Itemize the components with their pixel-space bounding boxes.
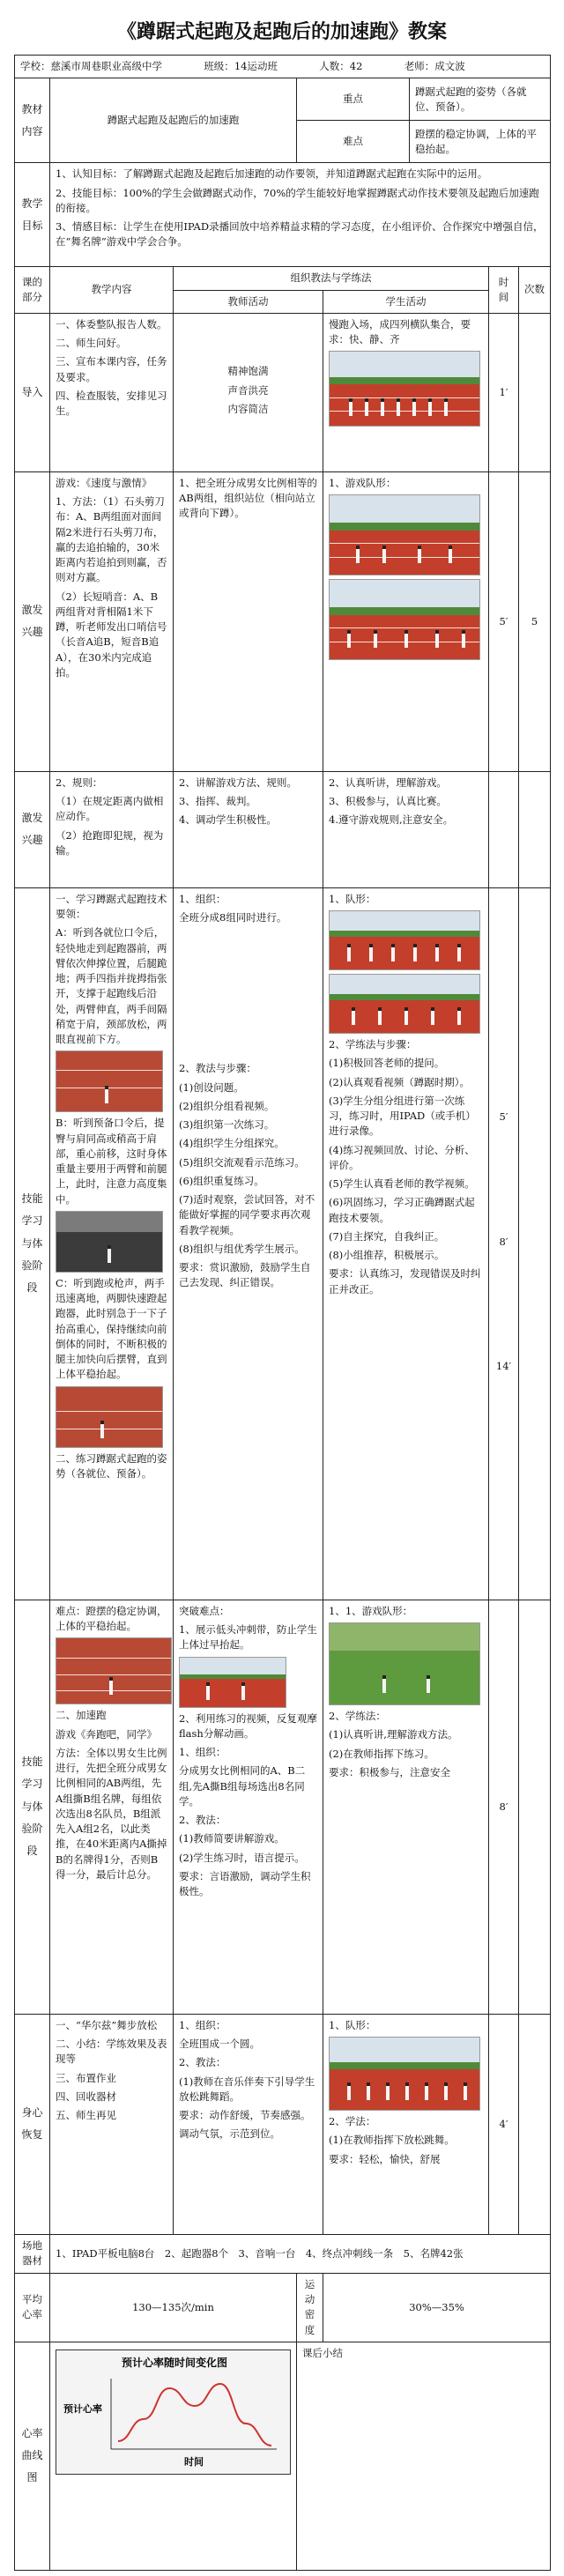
objectives-row — [15, 163, 551, 267]
section-student: 1、游戏队形： — [323, 471, 489, 771]
lesson-plan-table — [14, 55, 551, 2571]
section-student: 1、队形： 2、学练法与步骤： (1)积极回答老师的提问。 (2)认真观看视频（蹲踞时期）。 (3)学生分组分组进行第一次练习，练习时，用IPAD（或手机）进行录像。 (4)练习视频回放、讨论、分析、评价。 (5)学生认真看老师的教学视频。 (6)巩固练习，学习正确蹲踞式起跑技术要领。 (7)自主探究，自我纠正。 (8)小组推荐，积极展示。 要求：认真练习，发现错误及时纠正并改正。 — [323, 887, 489, 1600]
section-label: 技能学习与体验阶段 — [15, 1600, 50, 2014]
section-time: 5′ 8′ 14′ — [489, 887, 519, 1600]
section-time: 8′ — [489, 1600, 519, 2014]
section-content: 一、“华尔兹”舞步放松 二、小结：学练效果及表现等 三、布置作业 四、回收器材 五、师生再见 — [50, 2014, 174, 2234]
density-value: 30%—35% — [323, 2273, 551, 2342]
section-times — [519, 2014, 551, 2234]
header-row — [15, 56, 551, 78]
section-teacher: 1、组织： 全班分成8组同时进行。 2、教法与步骤： (1)创设问题。 (2)组织分组看视频。 (3)组织第一次练习。 (4)组织学生分组探究。 (5)组织交流观看示范练习。 (6)组织重复练习。 (7)适时观察，尝试回答，对不能做好掌握的同学要求再次观看教学视频。 (8)组织与组优秀学生展示。 要求：赏识激励，鼓励学生自己去发现、纠正错误。 — [174, 887, 323, 1600]
heart-rate-label: 平均心率 — [15, 2273, 50, 2342]
objective-item: 1、认知目标：了解蹲踞式起跑及起跑后加速跑的动作要领，并知道蹲踞式起跑在实际中的运用。 — [56, 167, 488, 181]
section-teacher: 2、讲解游戏方法、规则。 3、指挥、裁判。 4、调动学生积极性。 — [174, 771, 323, 887]
section-skill-accel — [15, 1600, 551, 2014]
section-time: 5′ — [489, 471, 519, 771]
col-student: 学生活动 — [323, 290, 489, 313]
section-teacher: 1、组织： 全班围成一个圆。 2、教法： (1)教师在音乐伴奏下引导学生放松跳舞蹈。 要求：动作舒缓，节奏感强。 调动气氛，示范到位。 — [174, 2014, 323, 2234]
chart-series-line — [118, 2384, 271, 2446]
section-student: 1、1、游戏队形： 2、学练法： (1)认真听讲,理解游戏方法。 (2)在教师指挥下练习。 要求：积极参与，注意安全 — [323, 1600, 489, 2014]
section-times — [519, 1600, 551, 2014]
section-teacher: 突破难点： 1、展示低头冲刺带，防止学生上体过早抬起。 2、利用练习的视频，反复观摩flash分解动画。 1、组织： 分成男女比例相同的A、B二组,先A撕B组每场选出8名同学。 2、教法： (1)教师简要讲解游戏。 (2)学生练习时，语言提示。 要求：言语激励，调动学生积极性。 — [174, 1600, 323, 2014]
section-content: 难点：蹬摆的稳定协调，上体的平稳抬起。 二、加速跑 游戏《奔跑吧，同学》 方法：全体以男女生比例进行，先把全班分成男女比例相同的AB两组，先A组撕B组名牌，每组依次选出8名队员，B组派先入A组2名，以此类推，在40米距离内A撕掉B的名牌得1分，否则B得一分，最后计总分。 — [50, 1600, 174, 2014]
objective-item: 2、技能目标：100%的学生会做蹲踞式动作，70%的学生能较好地掌握蹲踞式动作技术要领及起跑后加速跑的衔接。 — [56, 186, 539, 214]
difficulty-label: 难点 — [297, 121, 410, 163]
section-skill-start — [15, 887, 551, 1600]
density-label: 运动密度 — [297, 2273, 323, 2342]
section-recovery — [15, 2014, 551, 2234]
group-practice-photo — [329, 974, 480, 1034]
section-time: 4′ — [489, 2014, 519, 2234]
nametag-game-photo — [329, 1622, 480, 1705]
dance-circle-photo — [329, 2037, 480, 2111]
difficulty-text: 蹬摆的稳定协调，上体的平稳抬起。 — [410, 121, 551, 163]
key-point-text: 蹲踞式起跑的姿势（各就位、预备）。 — [410, 78, 551, 121]
col-times: 次数 — [519, 267, 551, 314]
curve-label: 心率曲线图 — [15, 2342, 50, 2570]
objectives-text — [50, 163, 551, 267]
col-teacher: 教师活动 — [174, 290, 323, 313]
section-student: 1、队形： 2、学法： (1)在教师指挥下放松跳舞。 要求：轻松，愉快，舒展 — [323, 2014, 489, 2234]
section-teacher: 1、把全班分成男女比例相等的AB两组，组织站位（相向站立或背向下蹲）。 — [174, 471, 323, 771]
section-game — [15, 471, 551, 771]
section-times — [519, 313, 551, 471]
class-name: 14运动班 — [234, 60, 278, 72]
section-label: 激发兴趣 — [15, 471, 50, 771]
section-times — [519, 887, 551, 1600]
section-times: 5 — [519, 471, 551, 771]
col-time: 时间 — [489, 267, 519, 314]
section-label: 激发兴趣 — [15, 771, 50, 887]
section-student: 慢跑入场，成四列横队集合，要求：快、静、齐 — [323, 313, 489, 471]
chart-ylabel: 预计心率 — [63, 2402, 102, 2415]
curve-chart-cell — [50, 2342, 297, 2570]
acceleration-photo — [56, 1637, 172, 1704]
teacher-name: 成文波 — [434, 60, 465, 72]
game-photo — [329, 579, 480, 660]
heart-rate-row — [15, 2273, 551, 2342]
section-label: 技能学习与体验阶段 — [15, 887, 50, 1600]
student-count: 42 — [349, 60, 363, 72]
drive-phase-photo — [56, 1386, 163, 1448]
section-rules — [15, 771, 551, 887]
venue-row — [15, 2234, 551, 2273]
set-position-photo — [56, 1211, 163, 1273]
section-time — [489, 771, 519, 887]
content-row-key — [15, 78, 551, 121]
summary-label: 课后小结 — [302, 2346, 343, 2359]
chart-xlabel: 时间 — [184, 2455, 204, 2468]
section-content: 游戏：《速度与激情》 1、方法：（1）石头剪刀布：A、B两组面对面间隔2米进行石头剪刀布，赢的去追拍输的，30米距离内若追拍到则赢，否则对方赢。 （2）长短哨音：A、B两组背对背相隔1米下蹲，听老师发出口哨信号（长音A追B，短音B追A），在30米内完成追拍。 — [50, 471, 174, 771]
heart-rate-chart — [56, 2350, 291, 2475]
section-student: 2、认真听讲，理解游戏。 3、积极参与，认真比赛。 4.遵守游戏规则,注意安全。 — [323, 771, 489, 887]
game-photo — [329, 494, 480, 575]
summary-cell — [297, 2342, 551, 2570]
venue-label: 场地器材 — [15, 2234, 50, 2273]
venue-text: 1、IPAD平板电脑8台 2、起跑器8个 3、音响一台 4、终点冲刺线一条 5、名牌42张 — [50, 2234, 551, 2273]
objectives-label: 教学目标 — [15, 163, 50, 267]
school-name: 慈溪市周巷职业高级中学 — [50, 60, 162, 72]
page-title: 《蹲踞式起跑及起跑后的加速跑》教案 — [116, 20, 447, 43]
header-info: 学校：慈溪市周巷职业高级中学 班级：14运动班 人数：42 老师：成文波 — [15, 56, 551, 78]
objective-item: 3、情感目标：让学生在使用IPAD录播回放中培养精益求精的学习态度，在小组评价、合作探究中增强自信，在“舞名牌”游戏中学会合争。 — [56, 220, 544, 249]
col-method: 组织教法与学练法 — [174, 267, 489, 290]
section-label: 身心恢复 — [15, 2014, 50, 2234]
column-header-row-1 — [15, 267, 551, 290]
col-part: 课的部分 — [15, 267, 50, 314]
lesson-topic: 蹲踞式起跑及起跑后的加速跑 — [50, 78, 297, 163]
finish-tape-photo — [179, 1657, 286, 1708]
section-time: 1′ — [489, 313, 519, 471]
heart-rate-value: 130—135次/min — [50, 2273, 297, 2342]
formation-photo — [329, 351, 480, 427]
section-label: 导入 — [15, 313, 50, 471]
content-section-label: 教材内容 — [15, 78, 50, 163]
section-times — [519, 771, 551, 887]
curve-row — [15, 2342, 551, 2570]
group-practice-photo — [329, 910, 480, 970]
heart-rate-chart-svg — [56, 2350, 293, 2474]
section-content: 一、体委整队报告人数。 二、师生问好。 三、宣布本课内容，任务及要求。 四、检查服装，安排见习生。 — [50, 313, 174, 471]
key-point-label: 重点 — [297, 78, 410, 121]
start-position-photo — [56, 1050, 163, 1112]
section-intro — [15, 313, 551, 471]
section-teacher: 精神饱满 声音洪亮 内容简洁 — [174, 313, 323, 471]
section-content: 2、规则： （1）在规定距离内做相应动作。 （2）抢跑即犯规，视为输。 — [50, 771, 174, 887]
section-content: 一、学习蹲踞式起跑技术要领： A：听到各就位口令后，轻快地走到起跑器前，两臂依次伸撑位置，后腿跪地；两手四指并拢拇指张开，支撑于起跑线后沿处，两臂伸直，两手间隔稍宽于肩，颈部放松，两眼直视前下方。 B：听到预备口令后，提臀与肩同高或稍高于肩部，重心前移，这时身体重量主要用于两臂和前腿上，此时，注意力高度集中。 C：听到跑或枪声，两手迅速离地，两脚快速蹬起跑器，此时别急于一下子抬高重心，保持继续向前倒体的同时，不断积极的腿主加快向后摆臂，直到上体平稳抬起。 二、练习蹲踞式起跑的姿势（各就位、预备）。 — [50, 887, 174, 1600]
chart-title: 预计心率随时间变化图 — [121, 2356, 228, 2369]
col-content: 教学内容 — [50, 267, 174, 314]
